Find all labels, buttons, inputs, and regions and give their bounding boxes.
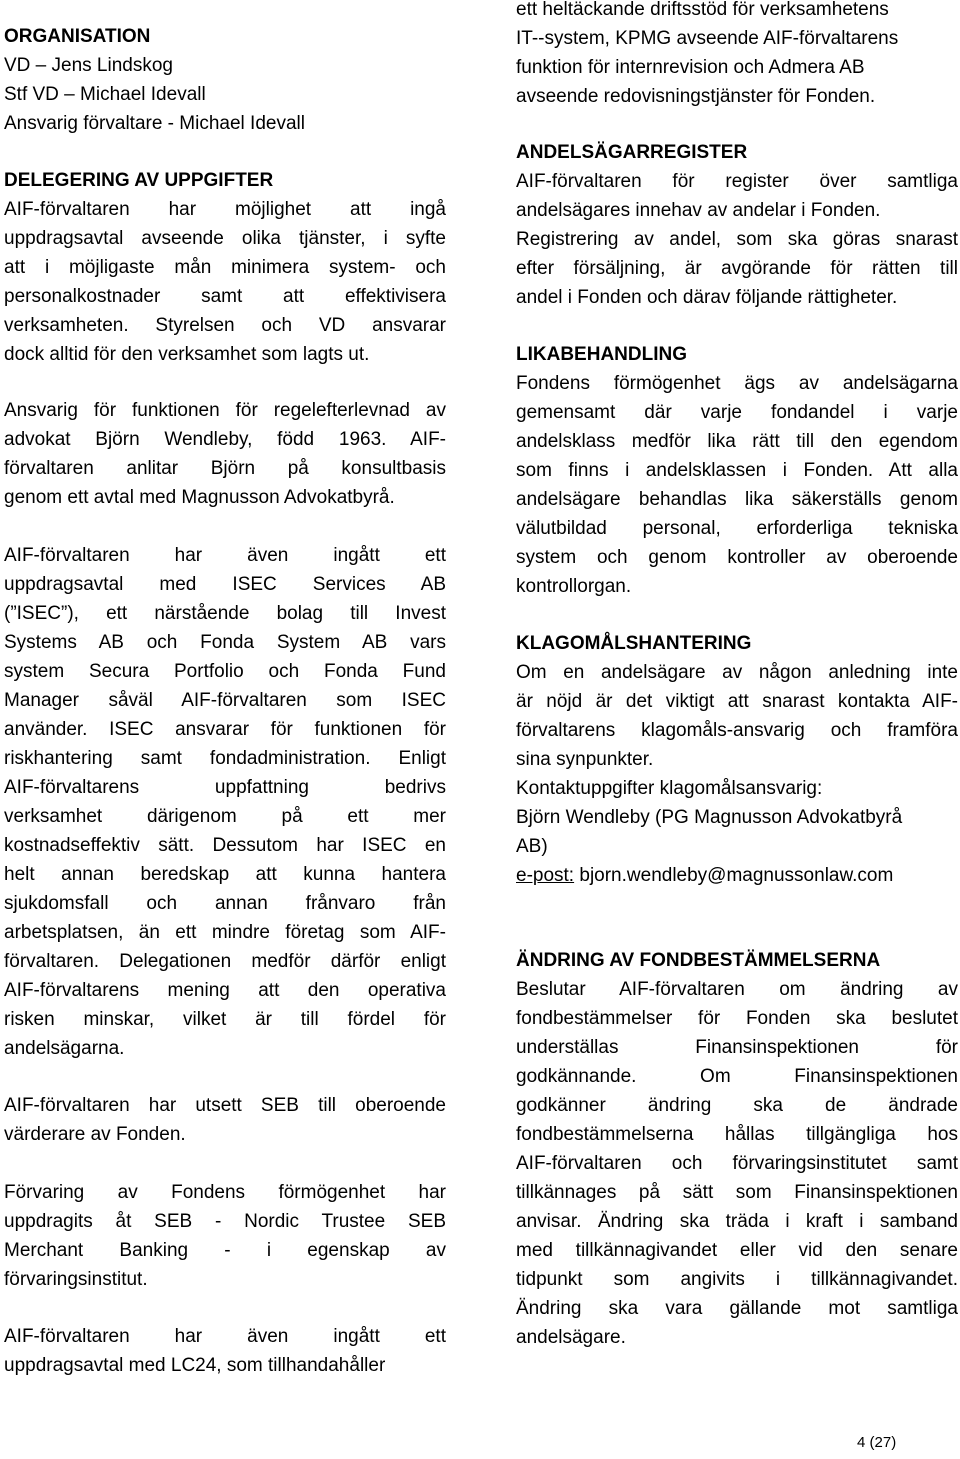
email-address[interactable]: bjorn.wendleby@magnussonlaw.com bbox=[579, 865, 894, 886]
text-line: använder. ISEC ansvarar för funktionen för bbox=[4, 719, 446, 740]
text-line: andel i Fonden och därav följande rättigheter. bbox=[516, 287, 898, 308]
text-line: underställas Finansinspektionen för bbox=[516, 1037, 958, 1058]
text-line: förvaltaren anlitar Björn på konsultbasis bbox=[4, 458, 446, 479]
text-line: Beslutar AIF-förvaltaren om ändring av bbox=[516, 979, 958, 1000]
text-line: IT--system, KPMG avseende AIF-förvaltarens bbox=[516, 28, 899, 49]
text-line: AIF-förvaltaren och förvaringsinstitutet samt bbox=[516, 1153, 958, 1174]
text-line: Kontaktuppgifter klagomålsansvarig: bbox=[516, 778, 823, 799]
text-line: arbetsplatsen, än ett mindre företag som AIF- bbox=[4, 922, 446, 943]
text-line: Systems AB och Fonda System AB vars bbox=[4, 632, 446, 653]
text-line: Ansvarig för funktionen för regelefterlevnad av bbox=[4, 400, 446, 421]
email-label: e-post: bbox=[516, 865, 575, 886]
text-line: Ändring ska vara gällande mot samtliga bbox=[516, 1298, 958, 1319]
section-andring bbox=[516, 946, 958, 1352]
heading-organisation: ORGANISATION bbox=[4, 26, 151, 47]
text-line: ett heltäckande driftsstöd för verksamhetens bbox=[516, 0, 889, 20]
section-isec bbox=[4, 541, 446, 1063]
text-line: Ansvarig förvaltare - Michael Idevall bbox=[4, 113, 305, 134]
text-line: förvaringsinstitut. bbox=[4, 1269, 148, 1290]
text-line: AIF-förvaltarens mening att den operativa bbox=[4, 980, 446, 1001]
text-line: uppdragsavtal med ISEC Services AB bbox=[4, 574, 446, 595]
text-line: riskhantering samt fondadministration. Enligt bbox=[4, 748, 446, 769]
text-line: godkänner ändring ska de ändrade bbox=[516, 1095, 958, 1116]
text-line: AIF-förvaltaren har utsett SEB till oberoende bbox=[4, 1095, 446, 1116]
section-continuation bbox=[516, 0, 958, 111]
text-line: advokat Björn Wendleby, född 1963. AIF- bbox=[4, 429, 446, 450]
heading-andring: ÄNDRING AV FONDBESTÄMMELSERNA bbox=[516, 950, 881, 971]
heading-likabehandling: LIKABEHANDLING bbox=[516, 344, 687, 365]
text-line: AB) bbox=[516, 836, 548, 857]
text-line: att i möjligaste mån minimera system- och bbox=[4, 257, 446, 278]
text-line: helt annan beredskap att kunna hantera bbox=[4, 864, 446, 885]
section-seb-vardering bbox=[4, 1091, 446, 1149]
text-line: Manager såväl AIF-förvaltaren som ISEC bbox=[4, 690, 446, 711]
section-lc24 bbox=[4, 1322, 446, 1380]
text-line: AIF-förvaltaren för register över samtliga bbox=[516, 171, 958, 192]
text-line: välutbildad personal, erforderliga tekniska bbox=[516, 518, 958, 539]
heading-andelsagarregister: ANDELSÄGARREGISTER bbox=[516, 142, 748, 163]
text-line: dock alltid för den verksamhet som lagts ut. bbox=[4, 344, 370, 365]
text-line: verksamheten. Styrelsen och VD ansvarar bbox=[4, 315, 446, 336]
text-line: kostnadseffektiv sätt. Dessutom har ISEC en bbox=[4, 835, 446, 856]
section-andelsagarregister bbox=[516, 138, 958, 312]
text-line: som finns i andelsklassen i Fonden. Att alla bbox=[516, 460, 958, 481]
text-line: sina synpunkter. bbox=[516, 749, 654, 770]
text-line: personalkostnader samt att effektivisera bbox=[4, 286, 446, 307]
text-line: fondbestämmelserna hållas tillgängliga hos bbox=[516, 1124, 958, 1145]
text-line: uppdragsavtal avseende olika tjänster, i syfte bbox=[4, 228, 446, 249]
text-line: andelsägare behandlas lika säkerställs genom bbox=[516, 489, 958, 510]
text-line: AIF-förvaltaren har även ingått ett bbox=[4, 545, 446, 566]
text-line: fondbestämmelser för Fonden ska beslutet bbox=[516, 1008, 958, 1029]
text-line: uppdragsavtal med LC24, som tillhandahåller bbox=[4, 1355, 386, 1376]
text-line: anvisar. Ändring ska träda i kraft i samband bbox=[516, 1211, 958, 1232]
email-line bbox=[516, 861, 958, 890]
text-line: Förvaring av Fondens förmögenhet har bbox=[4, 1182, 446, 1203]
text-line: (”ISEC”), ett närstående bolag till Invest bbox=[4, 603, 446, 624]
text-line: funktion för internrevision och Admera AB bbox=[516, 57, 865, 78]
text-line: efter försäljning, är avgörande för rätten till bbox=[516, 258, 958, 279]
text-line: genom ett avtal med Magnusson Advokatbyrå. bbox=[4, 487, 395, 508]
text-line: avseende redovisningstjänster för Fonden. bbox=[516, 86, 876, 107]
text-line: andelsklass medför lika rätt till den egendom bbox=[516, 431, 958, 452]
text-line: förvaltarens klagomåls-ansvarig och framföra bbox=[516, 720, 958, 741]
text-line: värderare av Fonden. bbox=[4, 1124, 186, 1145]
text-line: andelsägare. bbox=[516, 1327, 626, 1348]
text-line: tillkännages på sätt som Finansinspektionen bbox=[516, 1182, 958, 1203]
section-klagomal bbox=[516, 629, 958, 774]
text-line: uppdragits åt SEB - Nordic Trustee SEB bbox=[4, 1211, 446, 1232]
text-line: Fondens förmögenhet ägs av andelsägarna bbox=[516, 373, 958, 394]
text-line: verksamhet därigenom på ett mer bbox=[4, 806, 446, 827]
heading-delegering: DELEGERING AV UPPGIFTER bbox=[4, 170, 274, 191]
text-line: med tillkännagivandet eller vid den senare bbox=[516, 1240, 958, 1261]
page-number: 4 (27) bbox=[857, 1434, 897, 1451]
section-delegering bbox=[4, 166, 446, 369]
section-forvaring bbox=[4, 1178, 446, 1294]
section-kontakt bbox=[516, 774, 958, 890]
section-organisation bbox=[4, 22, 446, 138]
text-line: system och genom kontroller av oberoende bbox=[516, 547, 958, 568]
text-line: Stf VD – Michael Idevall bbox=[4, 84, 206, 105]
text-line: sjukdomsfall och annan frånvaro från bbox=[4, 893, 446, 914]
text-line: är nöjd är det viktigt att snarast kontakta AIF- bbox=[516, 691, 958, 712]
text-line: system Secura Portfolio och Fonda Fund bbox=[4, 661, 446, 682]
text-line: AIF-förvaltaren har möjlighet att ingå bbox=[4, 199, 446, 220]
text-line: gemensamt där varje fondandel i varje bbox=[516, 402, 958, 423]
text-line: andelsägares innehav av andelar i Fonden. bbox=[516, 200, 881, 221]
text-line: Om en andelsägare av någon anledning inte bbox=[516, 662, 958, 683]
text-line: VD – Jens Lindskog bbox=[4, 55, 173, 76]
text-line: Björn Wendleby (PG Magnusson Advokatbyrå bbox=[516, 807, 903, 828]
text-line: godkännande. Om Finansinspektionen bbox=[516, 1066, 958, 1087]
text-line: Registrering av andel, som ska göras snarast bbox=[516, 229, 958, 250]
section-ansvarig bbox=[4, 396, 446, 512]
text-line: förvaltaren. Delegationen medför därför enligt bbox=[4, 951, 446, 972]
text-line: risken minskar, vilket är till fördel för bbox=[4, 1009, 446, 1030]
text-line: AIF-förvaltaren har även ingått ett bbox=[4, 1326, 446, 1347]
text-line: andelsägarna. bbox=[4, 1038, 125, 1059]
text-line: Merchant Banking - i egenskap av bbox=[4, 1240, 446, 1261]
text-line: tidpunkt som angivits i tillkännagivandet. bbox=[516, 1269, 958, 1290]
text-line: AIF-förvaltarens uppfattning bedrivs bbox=[4, 777, 446, 798]
heading-klagomalshantering: KLAGOMÅLSHANTERING bbox=[516, 633, 752, 654]
section-likabehandling bbox=[516, 340, 958, 601]
text-line: kontrollorgan. bbox=[516, 576, 632, 597]
